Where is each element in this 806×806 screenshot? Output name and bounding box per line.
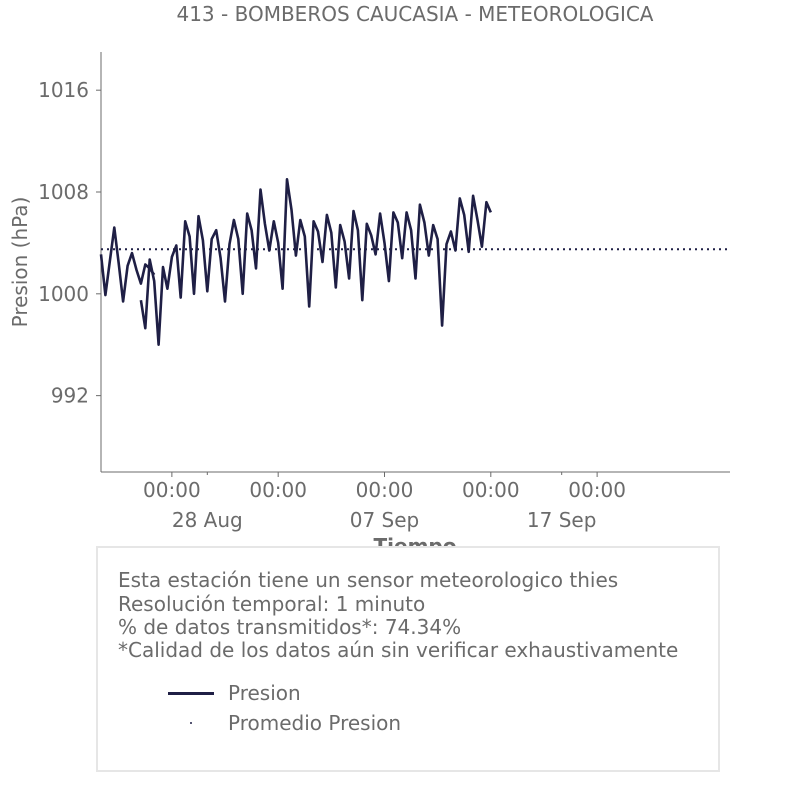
- chart-title: 413 - BOMBEROS CAUCASIA - METEOROLOGICA: [176, 2, 654, 26]
- axes: [38, 52, 730, 532]
- x-tick-label-date: 17 Sep: [526, 508, 597, 532]
- y-tick-label: 1000: [38, 281, 89, 306]
- temporal-resolution-text: Resolución temporal: 1 minuto: [118, 592, 426, 616]
- x-tick-label-time: 00:00: [355, 478, 414, 502]
- x-tick-label-time: 00:00: [143, 478, 201, 502]
- y-tick-label: 992: [50, 383, 89, 408]
- x-tick-label-date: 28 Aug: [171, 508, 243, 532]
- x-tick-label-date: 07 Sep: [349, 508, 420, 532]
- transmitted-data-text: % de datos transmitidos*: 74.34%: [118, 615, 462, 639]
- series-presion-line: [101, 228, 154, 302]
- x-tick-label-time: 00:00: [249, 478, 308, 502]
- data-quality-note: *Calidad de los datos aún sin verificar exhaustivamente: [118, 638, 679, 662]
- legend-swatch-dotted-line: [190, 722, 192, 724]
- y-axis-label: Presion (hPa): [8, 196, 32, 328]
- station-sensor-text: Esta estación tiene un sensor meteorologico thies: [118, 568, 619, 592]
- legend-label: Presion: [228, 681, 301, 705]
- y-tick-label: 1008: [38, 180, 89, 204]
- series-presion-line: [141, 179, 491, 344]
- legend-swatch-solid-line: [168, 692, 214, 695]
- x-tick-label-time: 00:00: [461, 478, 520, 502]
- legend-label: Promedio Presion: [228, 711, 402, 735]
- x-tick-label-time: 00:00: [568, 478, 626, 502]
- legend-item-presion: [168, 681, 568, 705]
- series-layer: [101, 179, 730, 344]
- y-tick-label: 1016: [38, 78, 89, 103]
- info-box: [96, 546, 720, 772]
- legend-item-promedio-presion: [168, 711, 568, 735]
